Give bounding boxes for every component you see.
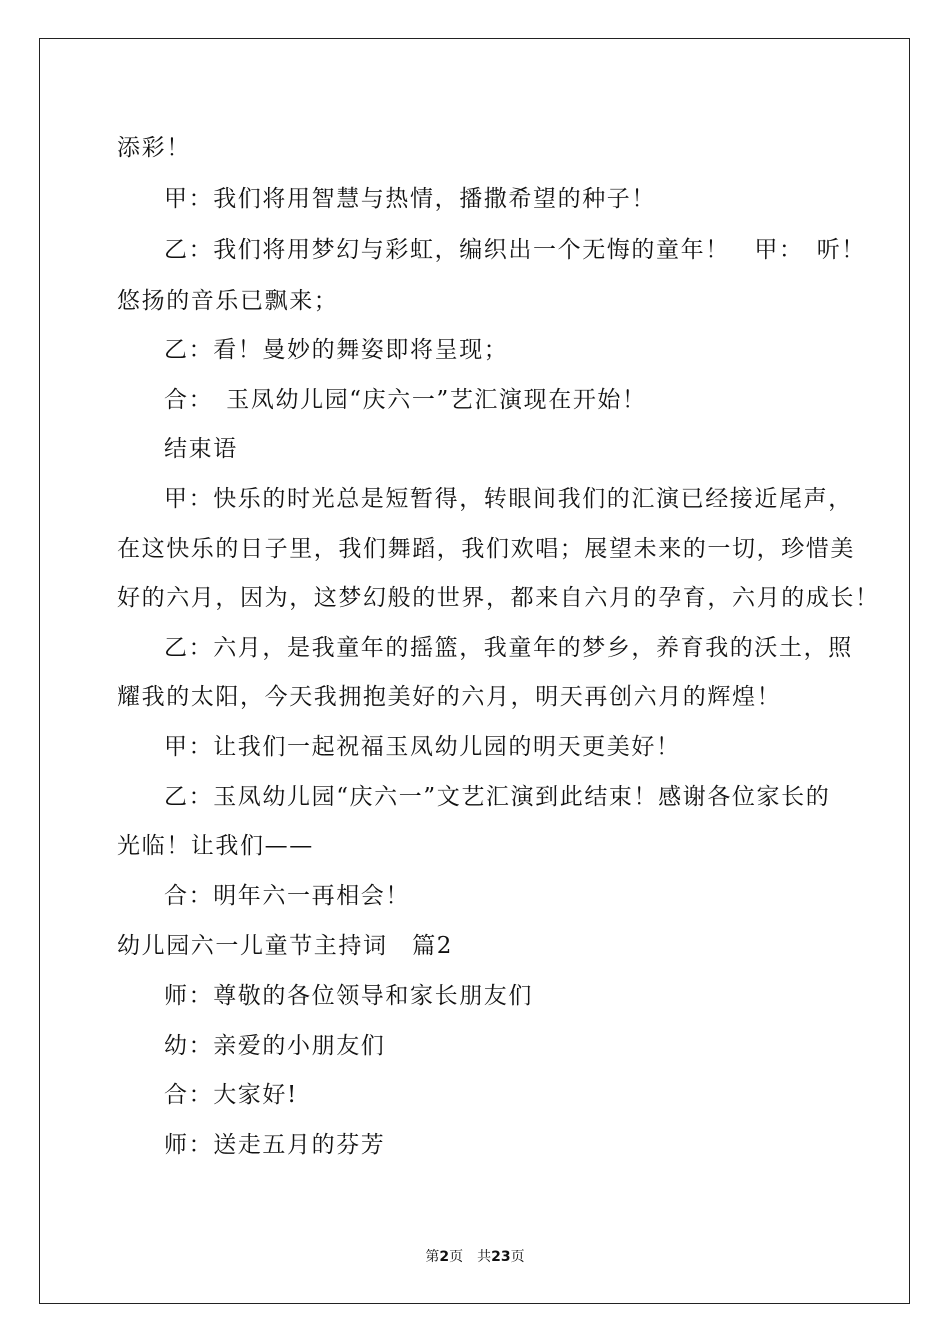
text-line: 合： 玉凤幼儿园“庆六一”艺汇演现在开始！ [164,387,647,413]
footer-prefix: 第 [425,1249,440,1265]
text-line: 师：送走五月的芬芳 [164,1132,386,1158]
text-line: 在这快乐的日子里，我们舞蹈，我们欢唱；展望未来的一切，珍惜美 [117,536,855,562]
footer-mid: 页 共 [449,1249,492,1265]
footer-suffix: 页 [510,1249,525,1265]
text-line: 乙：六月，是我童年的摇篮，我童年的梦乡，养育我的沃土，照 [164,635,853,661]
section-heading: 结束语 [164,436,238,462]
total-page-count: 23 [491,1249,511,1265]
page-footer [0,1246,950,1266]
text-line: 合：明年六一再相会！ [164,883,410,909]
text-line: 悠扬的音乐已飘来； [117,288,339,314]
text-line: 好的六月，因为，这梦幻般的世界，都来自六月的孕育，六月的成长！ [117,585,880,611]
text-line: 甲：快乐的时光总是短暂得，转眼间我们的汇演已经接近尾声， [164,486,853,512]
text-line: 添彩！ [117,135,191,161]
current-page-number: 2 [439,1249,450,1265]
text-line: 乙：看！曼妙的舞姿即将呈现； [164,337,509,363]
text-line: 幼：亲爱的小朋友们 [164,1033,386,1059]
text-line: 甲：我们将用智慧与热情，播撒希望的种子！ [164,186,656,212]
section-title: 幼儿园六一儿童节主持词 篇2 [117,933,454,959]
text-line: 耀我的太阳，今天我拥抱美好的六月，明天再创六月的辉煌！ [117,684,782,710]
text-line: 乙：我们将用梦幻与彩虹，编织出一个无悔的童年！ 甲： 听！ [164,237,866,263]
text-line: 师：尊敬的各位领导和家长朋友们 [164,983,533,1009]
text-line: 光临！让我们—— [117,833,314,859]
text-line: 乙：玉凤幼儿园“庆六一”文艺汇演到此结束！感谢各位家长的 [164,784,831,810]
text-line: 合：大家好! [164,1082,298,1108]
page-border [39,38,910,1304]
text-line: 甲：让我们一起祝福玉凤幼儿园的明天更美好！ [164,734,681,760]
